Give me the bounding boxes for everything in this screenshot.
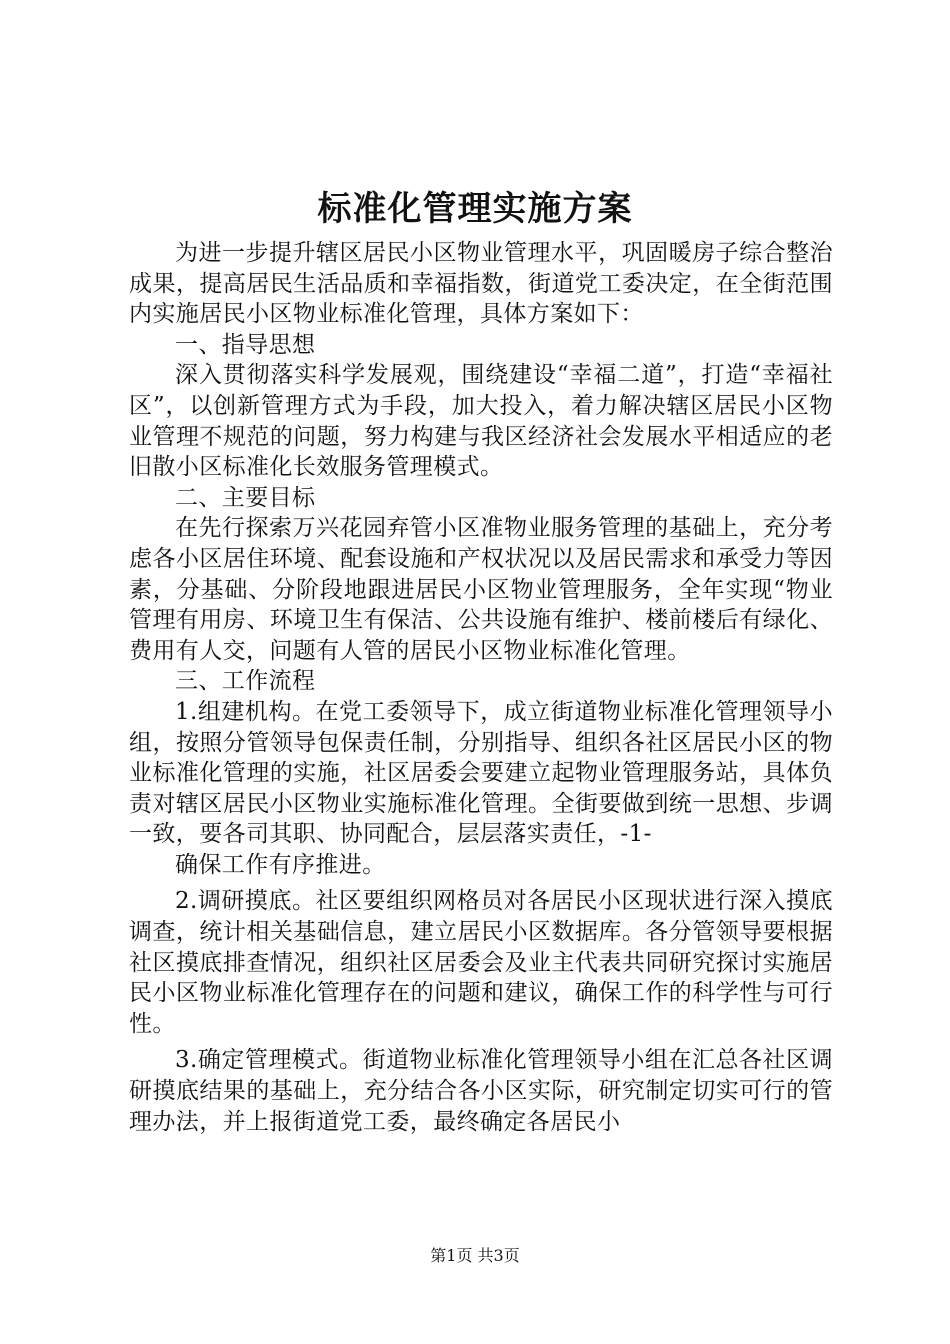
document-title: 标准化管理实施方案	[317, 189, 633, 229]
workflow-step-2-paragraph: 2.调研摸底。社区要组织网格员对各居民小区现状进行深入摸底调查，统计相关基础信息，建立居民小区数据库。各分管领导要根据社区摸底排查情况，组织社区居委会及业主代表共同研究探讨实施居民小区物业标准化管理存在的问题和建议，确保工作的科学性与可行性。	[129, 888, 833, 1037]
section-heading-workflow: 三、工作流程	[175, 668, 316, 695]
guiding-thought-paragraph: 深入贯彻落实科学发展观，围绕建设“幸福二道”，打造“幸福社区”，以创新管理方式为手段，加大投入，着力解决辖区居民小区物业管理不规范的问题，努力构建与我区经济社会发展水平相适应的老旧散小区标准化长效服务管理模式。	[129, 362, 833, 481]
document-body	[129, 238, 833, 1137]
section-heading-guiding-thought: 一、指导思想	[175, 331, 316, 358]
section-heading-main-goals: 二、主要目标	[175, 484, 316, 511]
main-goals-paragraph: 在先行探索万兴花园弃管小区准物业服务管理的基础上，充分考虑各小区居住环境、配套设施和产权状况以及居民需求和承受力等因素，分基础、分阶段地跟进居民小区物业管理服务，全年实现“物业管理有用房、环境卫生有保洁、公共设施有维护、楼前楼后有绿化、费用有人交，问题有人管的居民小区物业标准化管理。	[129, 515, 833, 664]
workflow-step-3-paragraph: 3.确定管理模式。街道物业标准化管理领导小组在汇总各社区调研摸底结果的基础上，充分结合各小区实际，研究制定切实可行的管理办法，并上报街道党工委，最终确定各居民小	[129, 1047, 833, 1135]
workflow-step-1-paragraph: 1.组建机构。在党工委领导下，成立街道物业标准化管理领导小组，按照分管领导包保责任制，分别指导、组织各社区居民小区的物业标准化管理的实施，社区居委会要建立起物业管理服务站，具体负责对辖区居民小区物业实施标准化管理。全街要做到统一思想、步调一致，要各司其职、协同配合，层层落实责任，-1-	[129, 698, 833, 848]
workflow-step-1-continuation: 确保工作有序推进。	[175, 851, 386, 878]
intro-paragraph: 为进一步提升辖区居民小区物业管理水平，巩固暖房子综合整治成果，提高居民生活品质和幸福指数，街道党工委决定，在全街范围内实施居民小区物业标准化管理，具体方案如下：	[129, 240, 833, 328]
page-footer: 第1页 共3页	[430, 1246, 520, 1265]
